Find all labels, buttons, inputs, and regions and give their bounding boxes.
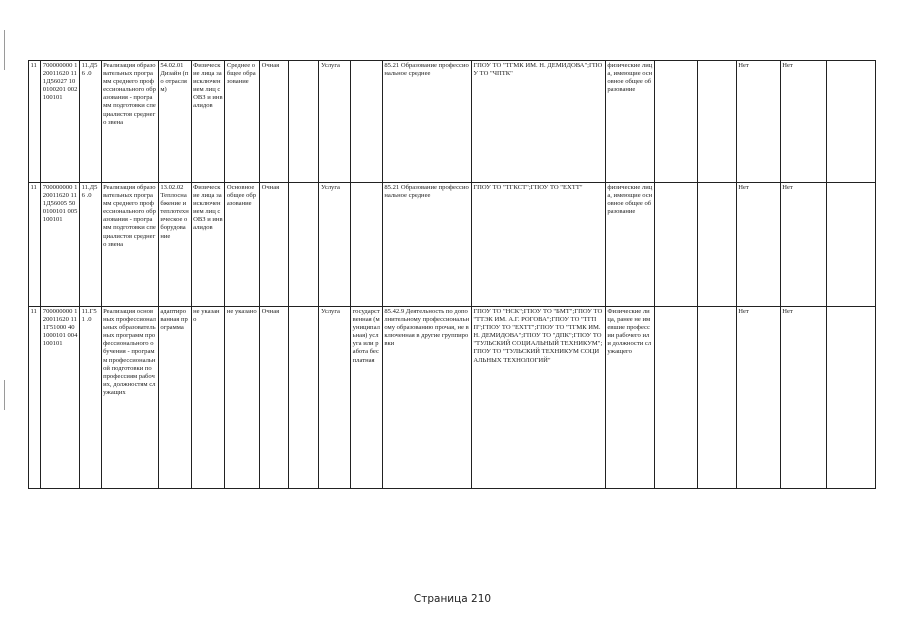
- left-margin-rule: [4, 380, 5, 410]
- consumer-category: не указано: [191, 307, 225, 489]
- service-code: 11.Д56 .0: [80, 61, 101, 183]
- consumers: физические лица, имеющие основное общее образование: [605, 61, 654, 183]
- institutions-list: ГПОУ ТО "ТГКСТ";ГПОУ ТО "ЕХТТ": [471, 183, 605, 307]
- empty-cell: [697, 61, 736, 183]
- okved-activity: 85.21 Образование профессиональное среднее: [382, 61, 471, 183]
- service-name: Реализация основных профессиональных образовательных программ профессионального обучения - программ профессиональной подготовки по профессиям рабочих, должностям служащих: [101, 307, 158, 489]
- paid-flag: Нет: [736, 61, 780, 183]
- paid-flag: Нет: [736, 183, 780, 307]
- empty-cell: [288, 183, 319, 307]
- institutions-list: ГПОУ ТО "ТГМК ИМ. Н. ДЕМИДОВА";ГПОУ ТО "ЧПТК": [471, 61, 605, 183]
- education-level: Основное общее образование: [225, 183, 260, 307]
- empty-cell: [826, 61, 875, 183]
- consumer-category: Физические лица за исключением лиц с ОВЗ и инвалидов: [191, 61, 225, 183]
- left-margin-rule: [4, 30, 5, 70]
- registry-code: 700000000 120011620 111Г51000 401000101 004100101: [41, 307, 80, 489]
- study-form: Очная: [260, 61, 289, 183]
- table-row: [29, 307, 876, 489]
- fee-flag: Нет: [780, 61, 826, 183]
- service-code: 11.Д56 .0: [80, 183, 101, 307]
- consumers: физические лица, имеющие основное общее образование: [605, 183, 654, 307]
- empty-cell: [697, 183, 736, 307]
- service-code: 11.Г51 .0: [80, 307, 101, 489]
- table-row: [29, 61, 876, 183]
- row-number: 11: [29, 183, 41, 307]
- fee-flag: Нет: [780, 183, 826, 307]
- study-form: Очная: [260, 307, 289, 489]
- empty-cell: [288, 61, 319, 183]
- service-type: Услуга: [319, 183, 351, 307]
- consumers: Физические лица, ранее не имевшие профессии рабочего или должности служащего: [605, 307, 654, 489]
- empty-cell: [288, 307, 319, 489]
- row-number: 11: [29, 61, 41, 183]
- service-nature: [351, 61, 383, 183]
- okved-activity: 85.42.9 Деятельность по дополнительному профессиональному образованию прочая, не включенная в другие группировки: [382, 307, 471, 489]
- okved-activity: 85.21 Образование профессиональное среднее: [382, 183, 471, 307]
- service-name: Реализация образовательных программ среднего профессионального образования - программ подготовки специалистов среднего звена: [101, 183, 158, 307]
- row-number: 11: [29, 307, 41, 489]
- service-nature: государственная (муниципальная) услуга или работа бесплатная: [351, 307, 383, 489]
- service-name: Реализация образовательных программ среднего профессионального образования - программ подготовки специалистов среднего звена: [101, 61, 158, 183]
- page-number: Страница 210: [413, 593, 492, 605]
- study-form: Очная: [260, 183, 289, 307]
- consumer-category: Физические лица за исключением лиц с ОВЗ и инвалидов: [191, 183, 225, 307]
- registry-code: 700000000 120011620 111Д56027 100100201 002100101: [41, 61, 80, 183]
- empty-cell: [826, 307, 875, 489]
- service-nature: [351, 183, 383, 307]
- paid-flag: Нет: [736, 307, 780, 489]
- empty-cell: [654, 307, 697, 489]
- education-level: Среднее общее образование: [225, 61, 260, 183]
- institutions-list: ГПОУ ТО "НСК";ГПОУ ТО "БМТ";ГПОУ ТО "ТТЭК ИМ. А.Г. РОГОВА";ГПОУ ТО "ТГПП";ГПОУ ТО "ЕХТТ";ГПОУ ТО "ТГМК ИМ. Н. ДЕМИДОВА";ГПОУ ТО "ДПК";ГПОУ ТО "ТУЛЬСКИЙ СОЦИАЛЬНЫЙ ТЕХНИКУМ";ГПОУ ТО "ТУЛЬСКИЙ ТЕХНИКУМ СОЦИАЛЬНЫХ ТЕХНОЛОГИЙ": [471, 307, 605, 489]
- empty-cell: [697, 307, 736, 489]
- register-table: [28, 60, 876, 489]
- service-type: Услуга: [319, 307, 351, 489]
- specialty: адаптированная программа: [158, 307, 191, 489]
- table-row: [29, 183, 876, 307]
- fee-flag: Нет: [780, 307, 826, 489]
- education-level: не указано: [225, 307, 260, 489]
- empty-cell: [826, 183, 875, 307]
- empty-cell: [654, 61, 697, 183]
- service-type: Услуга: [319, 61, 351, 183]
- empty-cell: [654, 183, 697, 307]
- specialty: 54.02.01 Дизайн (по отраслям): [158, 61, 191, 183]
- registry-code: 700000000 120011620 111Д56005 500100101 005100101: [41, 183, 80, 307]
- specialty: 13.02.02 Теплоснабжение и теплотехническое оборудование: [158, 183, 191, 307]
